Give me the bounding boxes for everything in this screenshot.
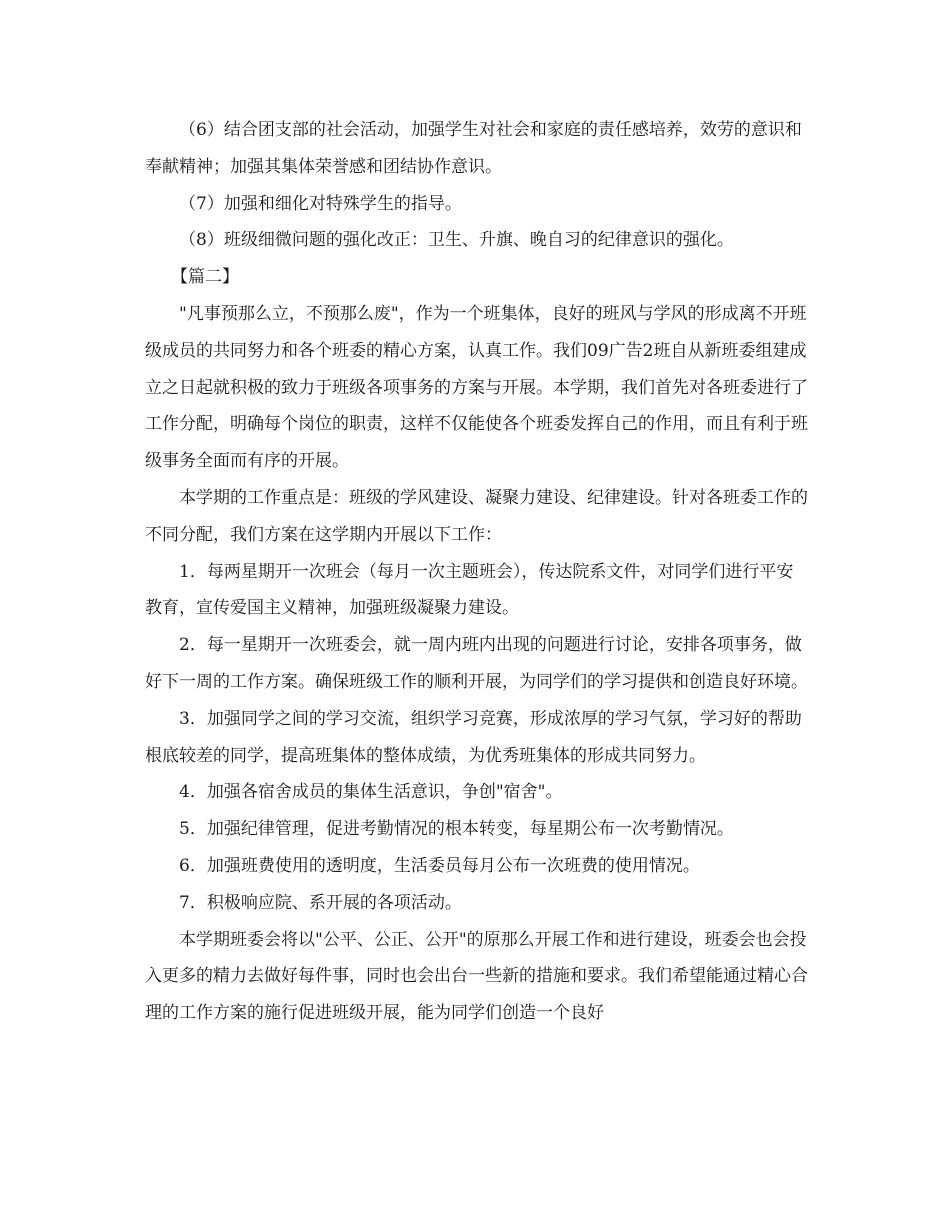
list-item-5: 5．加强纪律管理，促进考勤情况的根本转变，每星期公布一次考勤情况。 bbox=[179, 819, 734, 840]
list-item-2: 2．每一星期开一次班委会，就一周内班内出现的问题进行讨论，安排各项事务，做好下一周的工作方案。确保班级工作的顺利开展，为同学们的学习提供和创造良好环境。 bbox=[145, 635, 808, 692]
list-item-4: 4．加强各宿舍成员的集体生活意识，争创"宿舍"。 bbox=[179, 782, 563, 803]
closing-paragraph: 本学期班委会将以"公平、公正、公开"的原那么开展工作和进行建设，班委会也会投入更多的精力去做好每件事，同时也会出台一些新的措施和要求。我们希望能通过精心合理的工作方案的施行促进班级开展，能为同学们创造一个良好 bbox=[145, 929, 808, 1024]
list-item-1: 1．每两星期开一次班会（每月一次主题班会），传达院系文件，对同学们进行平安教育，宣传爱国主义精神，加强班级凝聚力建设。 bbox=[145, 561, 794, 619]
document-page bbox=[145, 112, 810, 1032]
paragraph-item-8: （8）班级细微问题的强化改正：卫生、升旗、晚自习的纪律意识的强化。 bbox=[179, 230, 734, 251]
section-heading: 【篇二】 bbox=[171, 267, 239, 288]
paragraph-item-6: （6）结合团支部的社会活动，加强学生对社会和家庭的责任感培养，效劳的意识和奉献精神；加强其集体荣誉感和团结协作意识。 bbox=[145, 120, 802, 177]
focus-paragraph: 本学期的工作重点是：班级的学风建设、凝聚力建设、纪律建设。针对各班委工作的不同分配，我们方案在这学期内开展以下工作： bbox=[145, 487, 808, 545]
intro-paragraph: "凡事预那么立，不预那么废"，作为一个班集体，良好的班风与学风的形成离不开班级成员的共同努力和各个班委的精心方案，认真工作。我们09广告2班自从新班委组建成立之日起就积极的致力于班级各项事务的方案与开展。本学期，我们首先对各班委进行了工作分配，明确每个岗位的职责，这样不仅能使各个班委发挥自己的作用，而且有利于班级事务全面而有序的开展。 bbox=[145, 303, 808, 472]
list-item-6: 6．加强班费使用的透明度，生活委员每月公布一次班费的使用情况。 bbox=[179, 855, 700, 876]
list-item-7: 7．积极响应院、系开展的各项活动。 bbox=[179, 892, 462, 913]
paragraph-item-7: （7）加强和细化对特殊学生的指导。 bbox=[179, 193, 462, 214]
list-item-3: 3．加强同学之间的学习交流，组织学习竞赛，形成浓厚的学习气氛，学习好的帮助根底较差的同学，提高班集体的整体成绩，为优秀班集体的形成共同努力。 bbox=[145, 708, 802, 766]
